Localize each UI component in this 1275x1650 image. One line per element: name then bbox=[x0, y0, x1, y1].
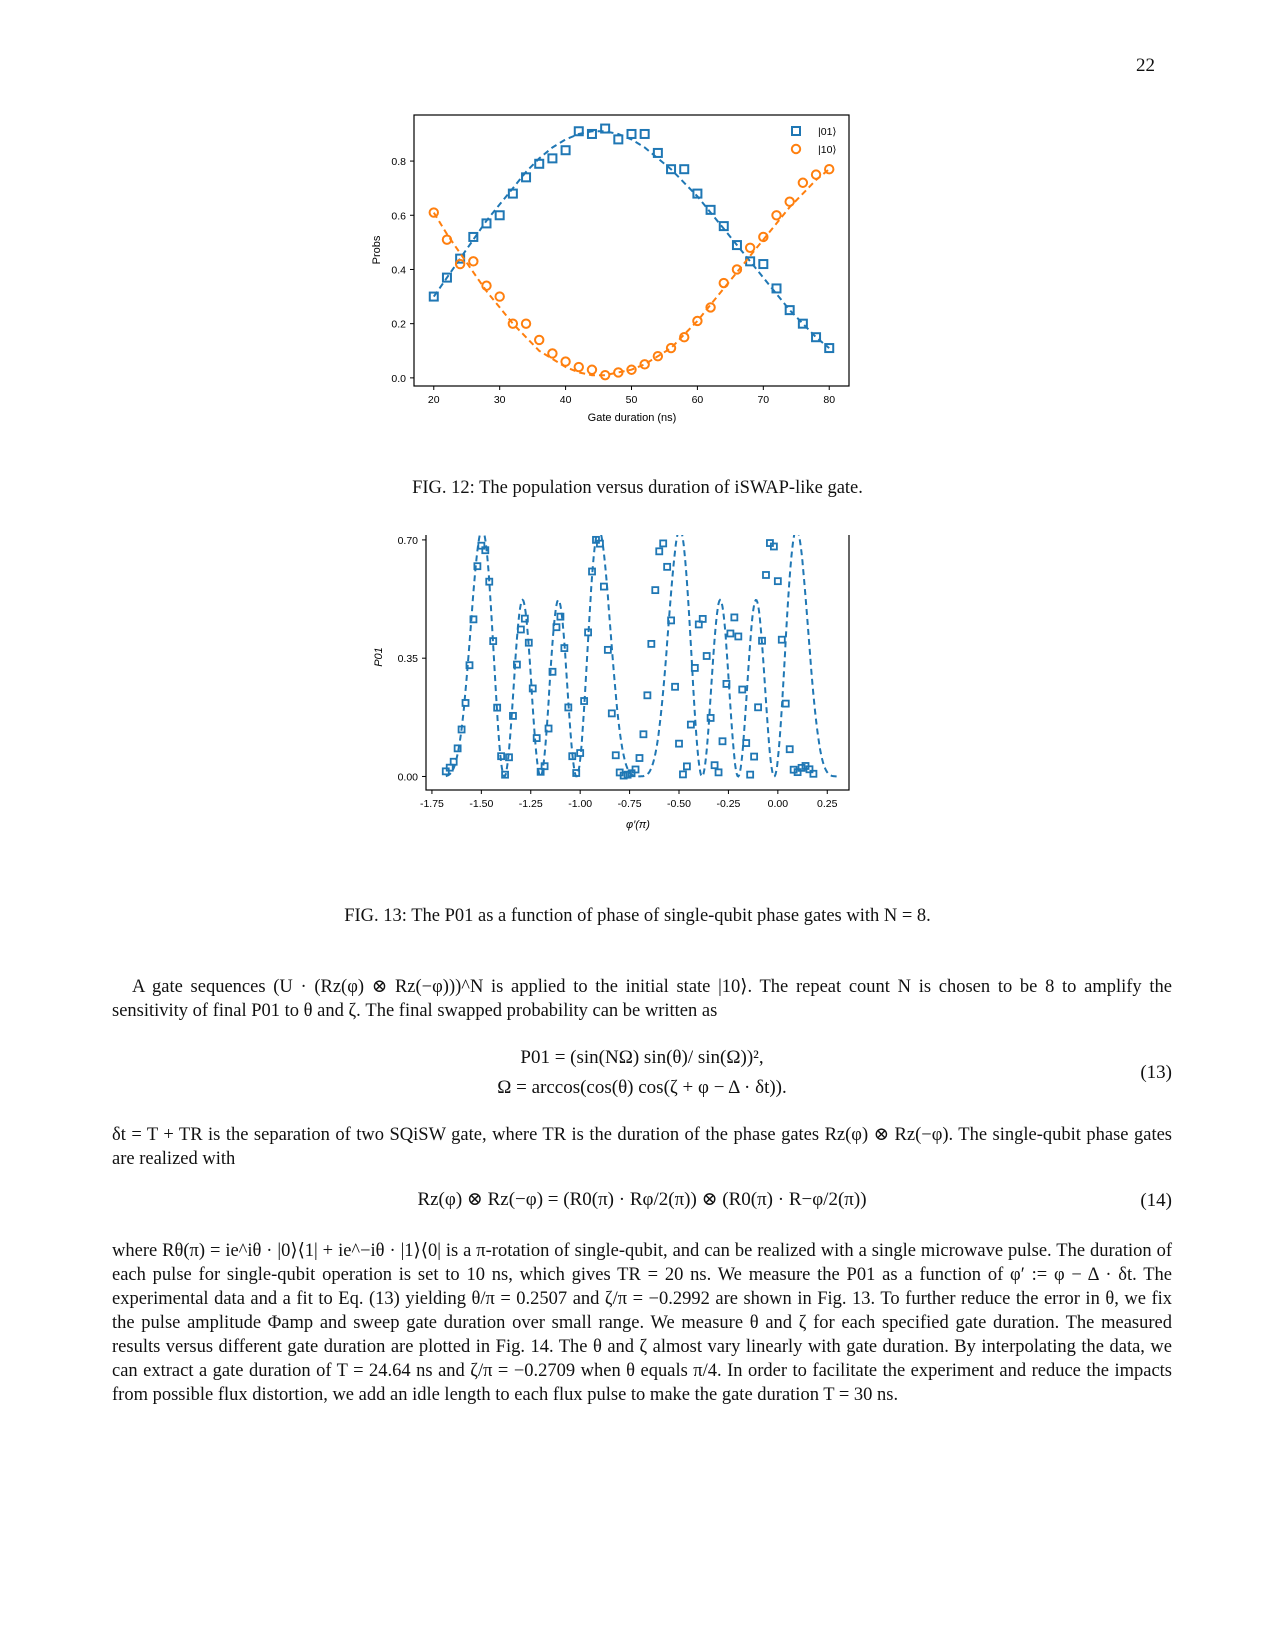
data-point bbox=[575, 363, 583, 371]
equation-13-line-1: P01 = (sin(NΩ) sin(θ)/ sin(Ω))², bbox=[520, 1047, 764, 1068]
equation-14 bbox=[112, 1188, 1172, 1214]
equation-14-number: (14) bbox=[1140, 1190, 1172, 1211]
x-tick-label: -0.50 bbox=[667, 798, 691, 810]
data-point bbox=[550, 669, 556, 675]
x-tick-label: -0.25 bbox=[716, 798, 741, 810]
x-tick-label: 60 bbox=[691, 394, 704, 406]
data-point bbox=[731, 614, 737, 620]
data-point bbox=[656, 548, 662, 554]
data-point bbox=[716, 769, 722, 775]
y-tick-label: 0.00 bbox=[397, 771, 418, 784]
plot-frame bbox=[414, 115, 849, 386]
y-axis-label: Probs bbox=[371, 235, 383, 265]
data-point bbox=[720, 279, 728, 287]
data-point bbox=[810, 771, 816, 777]
x-tick-label: -1.75 bbox=[419, 798, 444, 810]
data-point bbox=[561, 357, 569, 365]
data-point bbox=[672, 684, 678, 690]
data-point bbox=[601, 584, 607, 590]
x-tick-label: 0.00 bbox=[767, 798, 789, 810]
data-point bbox=[482, 282, 490, 290]
data-point bbox=[712, 762, 718, 768]
data-point bbox=[693, 317, 701, 325]
legend-label: |10⟩ bbox=[818, 144, 837, 156]
figure-12-chart bbox=[360, 110, 900, 450]
fit-line bbox=[434, 131, 829, 348]
fit-line bbox=[434, 169, 829, 375]
data-point bbox=[668, 617, 674, 623]
data-point bbox=[640, 360, 648, 368]
y-tick-label: 0.0 bbox=[391, 372, 406, 385]
data-point bbox=[535, 336, 543, 344]
data-point bbox=[609, 710, 615, 716]
x-tick-label: -0.75 bbox=[617, 798, 642, 810]
x-tick-label: -1.00 bbox=[568, 798, 593, 810]
data-point bbox=[495, 292, 503, 300]
data-point bbox=[640, 731, 646, 737]
data-point bbox=[588, 366, 596, 374]
equation-13-line-2: Ω = arccos(cos(θ) cos(ζ + φ − Δ · δt)). bbox=[497, 1077, 787, 1098]
data-point bbox=[771, 543, 777, 549]
x-tick-label: 70 bbox=[757, 394, 770, 406]
data-point bbox=[739, 687, 745, 693]
y-tick-label: 0.4 bbox=[391, 264, 406, 277]
x-tick-label: 50 bbox=[625, 394, 638, 406]
legend-marker bbox=[792, 127, 800, 135]
data-point bbox=[759, 260, 767, 268]
data-point bbox=[636, 755, 642, 761]
data-point bbox=[785, 198, 793, 206]
data-point bbox=[763, 572, 769, 578]
data-point bbox=[469, 257, 477, 265]
data-point bbox=[799, 179, 807, 187]
x-tick-label: 0.25 bbox=[817, 798, 838, 810]
data-point bbox=[613, 752, 619, 758]
figure-13-chart bbox=[360, 535, 900, 875]
data-point bbox=[474, 563, 480, 569]
figure-13-caption: FIG. 13: The P01 as a function of phase of single-qubit phase gates with N = 8. bbox=[344, 906, 931, 926]
y-tick-label: 0.35 bbox=[397, 653, 418, 666]
data-point bbox=[783, 701, 789, 707]
data-point bbox=[496, 211, 504, 219]
data-point bbox=[747, 772, 753, 778]
y-tick-label: 0.6 bbox=[391, 210, 406, 223]
data-point bbox=[652, 587, 658, 593]
x-tick-label: -1.25 bbox=[518, 798, 543, 810]
data-point bbox=[755, 704, 761, 710]
x-tick-label: -1.50 bbox=[469, 798, 494, 810]
data-point bbox=[664, 564, 670, 570]
data-point bbox=[688, 722, 694, 728]
data-point bbox=[660, 540, 666, 546]
data-point bbox=[708, 715, 714, 721]
y-tick-label: 0.8 bbox=[391, 156, 406, 169]
data-point bbox=[825, 165, 833, 173]
data-point bbox=[684, 763, 690, 769]
equation-13-number: (13) bbox=[1140, 1062, 1172, 1083]
data-point bbox=[751, 754, 757, 760]
x-tick-label: 40 bbox=[559, 394, 572, 406]
y-tick-label: 0.2 bbox=[391, 318, 406, 331]
fit-line bbox=[446, 535, 837, 777]
data-point bbox=[727, 630, 733, 636]
data-point bbox=[644, 692, 650, 698]
data-point bbox=[735, 633, 741, 639]
data-point bbox=[648, 641, 654, 647]
page-number: 22 bbox=[1136, 55, 1155, 76]
data-point bbox=[746, 244, 754, 252]
data-point bbox=[719, 738, 725, 744]
data-point bbox=[680, 165, 688, 173]
x-axis-label: Gate duration (ns) bbox=[587, 412, 677, 424]
legend-marker bbox=[792, 145, 800, 153]
x-tick-label: 30 bbox=[493, 394, 506, 406]
data-point bbox=[548, 154, 556, 162]
equation-13 bbox=[112, 1043, 1172, 1103]
y-tick-label: 0.70 bbox=[397, 535, 418, 547]
data-point bbox=[676, 741, 682, 747]
figure-12-caption: FIG. 12: The population versus duration of iSWAP-like gate. bbox=[412, 478, 863, 498]
data-point bbox=[522, 319, 530, 327]
data-point bbox=[641, 130, 649, 138]
equation-14-body: Rz(φ) ⊗ Rz(−φ) = (R0(π) · Rφ/2(π)) ⊗ (R0(π) · R−φ/2(π)) bbox=[417, 1189, 867, 1210]
paragraph-measurement: where Rθ(π) = ie^iθ · |0⟩⟨1| + ie^−iθ · |1⟩⟨0| is a π-rotation of single-qubit, and can be realized with a single microwave pulse. The duration of each pulse for single-qubit operation is set to 10 ns, which gives TR = 20 ns. We measure the P01 as a function of φ′ := φ − Δ · δt. The experimental data and a fit to Eq. (13) yielding θ/π = 0.2507 and ζ/π = −0.2992 are shown in Fig. 13. To further reduce the error in θ, we fix the pulse amplitude Φamp and sweep gate duration over small range. We measure θ and ζ for each specified gate duration. The measured results versus different gate duration are plotted in Fig. 14. The θ and ζ almost vary linearly with gate duration. By interpolating the data, we can extract a gate duration of T = 24.64 ns and ζ/π = −0.2709 when θ equals π/4. In order to facilitate the experiment and reduce the impacts from possible flux distortion, we add an idle length to each flux pulse to make the gate duration T = 30 ns. bbox=[112, 1241, 1172, 1405]
paragraph-separation: δt = T + TR is the separation of two SQiSW gate, where TR is the duration of the phase gates Rz(φ) ⊗ Rz(−φ). The single-qubit phase gates are realized with bbox=[112, 1125, 1172, 1169]
data-point bbox=[692, 665, 698, 671]
x-tick-label: 20 bbox=[427, 394, 440, 406]
x-tick-label: 80 bbox=[823, 394, 836, 406]
data-point bbox=[772, 211, 780, 219]
data-point bbox=[562, 146, 570, 154]
legend-label: |01⟩ bbox=[818, 126, 837, 138]
data-point bbox=[605, 647, 611, 653]
data-point bbox=[704, 653, 710, 659]
data-point bbox=[530, 685, 536, 691]
data-point bbox=[680, 771, 686, 777]
data-point bbox=[548, 349, 556, 357]
x-axis-label: φ′(π) bbox=[626, 819, 650, 831]
data-point bbox=[509, 319, 517, 327]
data-point bbox=[779, 637, 785, 643]
y-axis-label: P01 bbox=[373, 647, 385, 667]
data-point bbox=[430, 208, 438, 216]
paragraph-gate-sequence: A gate sequences (U · (Rz(φ) ⊗ Rz(−φ)))^N is applied to the initial state |10⟩. The repeat count N is chosen to be 8 to amplify the sensitivity of final P01 to θ and ζ. The final swapped probability can be written as bbox=[112, 977, 1172, 1021]
data-point bbox=[775, 578, 781, 584]
data-point bbox=[628, 130, 636, 138]
plot-frame bbox=[426, 535, 849, 790]
data-point bbox=[812, 170, 820, 178]
data-point bbox=[787, 746, 793, 752]
data-point bbox=[614, 135, 622, 143]
data-point bbox=[667, 344, 675, 352]
